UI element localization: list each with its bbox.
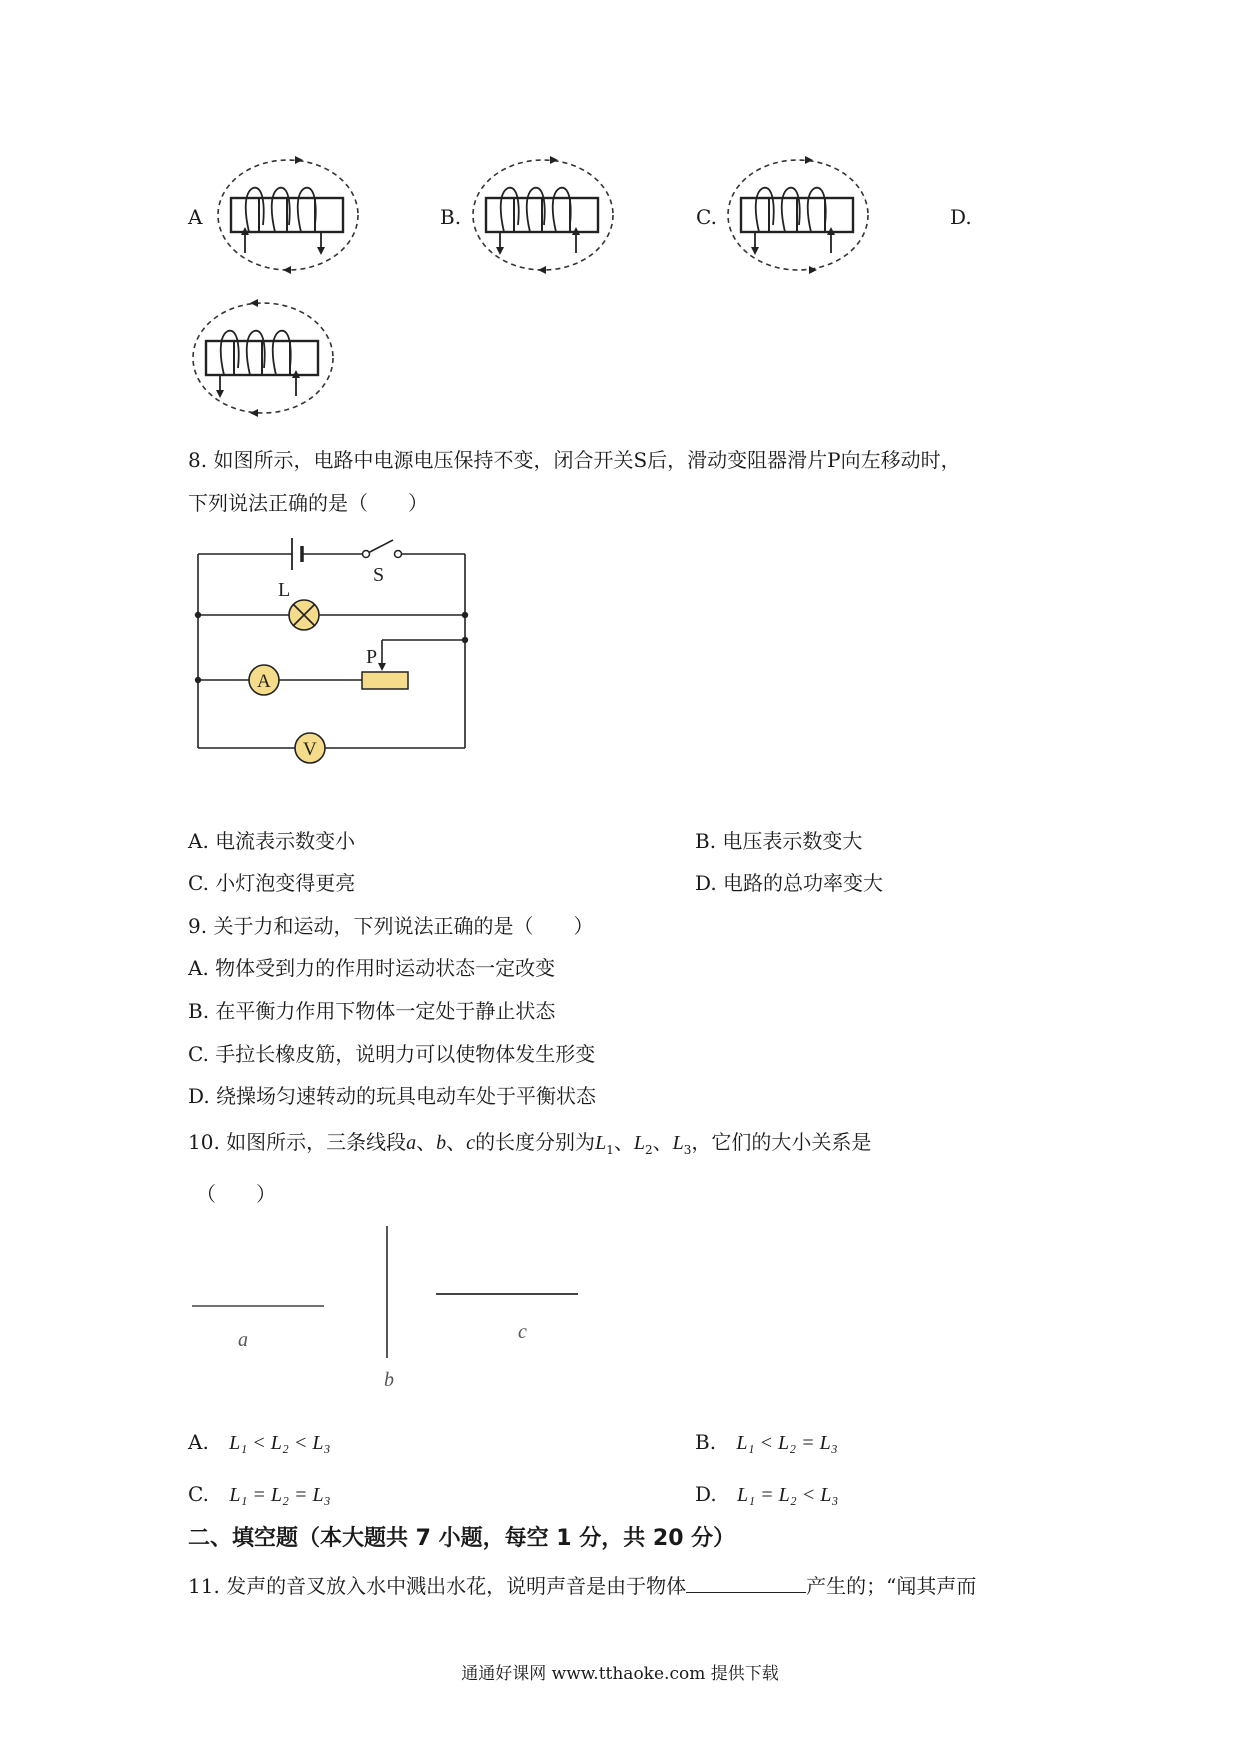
q7-option-d-label: D. xyxy=(950,205,972,229)
q10-L3: L xyxy=(672,1132,684,1154)
q10-fig-label-c: c xyxy=(518,1321,527,1343)
q9-option-c: C. 手拉长橡皮筋，说明力可以使物体发生形变 xyxy=(188,1042,596,1066)
q10-option-b xyxy=(695,1428,838,1457)
q10-seg-b: b xyxy=(436,1132,447,1154)
q10-option-a xyxy=(188,1428,330,1457)
q8-stem-line2: 下列说法正确的是（ ） xyxy=(188,491,428,515)
q11-blank xyxy=(686,1572,806,1593)
q10-option-d-expr: L₁ = L₂ < L₃ xyxy=(737,1484,839,1506)
q10-L1-sub: 1 xyxy=(606,1143,614,1157)
solenoid-diagram-b xyxy=(470,155,620,280)
q10-sep3: 、 xyxy=(613,1130,634,1154)
q10-option-c-letter: C. xyxy=(188,1482,209,1506)
q10-option-d-letter: D. xyxy=(695,1482,717,1506)
q10-option-c xyxy=(188,1480,331,1509)
q10-paren: （ ） xyxy=(196,1182,276,1206)
q10-option-c-expr: L₁ = L₂ = L₃ xyxy=(229,1484,331,1506)
q10-sep2: 、 xyxy=(446,1130,467,1154)
q9-option-a: A. 物体受到力的作用时运动状态一定改变 xyxy=(188,956,556,980)
q10-option-b-letter: B. xyxy=(695,1430,717,1454)
q10-stem xyxy=(188,1128,871,1164)
q10-L1: L xyxy=(595,1132,607,1154)
q10-seg-c: c xyxy=(466,1132,476,1154)
q10-fig-label-a: a xyxy=(238,1329,248,1351)
circuit-switch-label: S xyxy=(373,564,385,586)
q11-part2: 产生的；“闻其声而 xyxy=(806,1574,977,1598)
q10-L2-sub: 2 xyxy=(644,1143,653,1157)
circuit-lamp-label: L xyxy=(278,579,291,601)
q8-option-a: A. 电流表示数变小 xyxy=(188,829,356,853)
q10-L2: L xyxy=(633,1132,645,1154)
q8-stem-line1: 8. 如图所示，电路中电源电压保持不变，闭合开关S后，滑动变阻器滑片P向左移动时， xyxy=(188,448,961,472)
q10-option-a-letter: A. xyxy=(188,1430,209,1454)
q10-option-b-expr: L₁ < L₂ = L₃ xyxy=(736,1432,838,1454)
q11-text xyxy=(188,1572,976,1600)
q10-stem-mid: 的长度分别为 xyxy=(475,1130,596,1154)
solenoid-diagram-c xyxy=(725,155,875,280)
circuit-ammeter-label: A xyxy=(257,671,271,692)
solenoid-diagram-d xyxy=(188,298,338,423)
q8-option-b: B. 电压表示数变大 xyxy=(695,829,863,853)
q7-option-c-label: C. xyxy=(696,205,717,229)
q8-circuit-diagram xyxy=(190,530,480,780)
q10-sep4: 、 xyxy=(652,1130,673,1154)
q8-option-d: D. 电路的总功率变大 xyxy=(695,871,884,895)
section-title: 二、填空题（本大题共 7 小题，每空 1 分，共 20 分） xyxy=(188,1526,736,1551)
q10-sep1: 、 xyxy=(416,1130,437,1154)
q9-option-d: D. 绕操场匀速转动的玩具电动车处于平衡状态 xyxy=(188,1084,597,1108)
q10-fig-label-b: b xyxy=(384,1369,394,1391)
q10-segments-figure xyxy=(180,1210,600,1400)
circuit-slider-label: P xyxy=(366,646,378,668)
q9-option-b: B. 在平衡力作用下物体一定处于静止状态 xyxy=(188,999,556,1023)
q10-L3-sub: 3 xyxy=(683,1143,692,1157)
q9-stem: 9. 关于力和运动，下列说法正确的是（ ） xyxy=(188,914,594,938)
q10-option-d xyxy=(695,1480,838,1509)
page-footer: 通通好课网 www.tthaoke.com 提供下载 xyxy=(461,1664,779,1684)
circuit-voltmeter-label: V xyxy=(303,739,317,760)
q8-option-c: C. 小灯泡变得更亮 xyxy=(188,871,356,895)
q10-seg-a: a xyxy=(406,1132,417,1154)
q7-option-a-label: A xyxy=(188,205,203,229)
q7-option-b-label: B. xyxy=(440,205,462,229)
q10-option-a-expr: L₁ < L₂ < L₃ xyxy=(229,1432,331,1454)
q10-stem-prefix: 10. 如图所示，三条线段 xyxy=(188,1130,407,1154)
q11-part1: 11. 发声的音叉放入水中溅出水花，说明声音是由于物体 xyxy=(188,1574,687,1598)
solenoid-diagram-a xyxy=(215,155,365,280)
q10-stem-suffix: ，它们的大小关系是 xyxy=(691,1130,872,1154)
